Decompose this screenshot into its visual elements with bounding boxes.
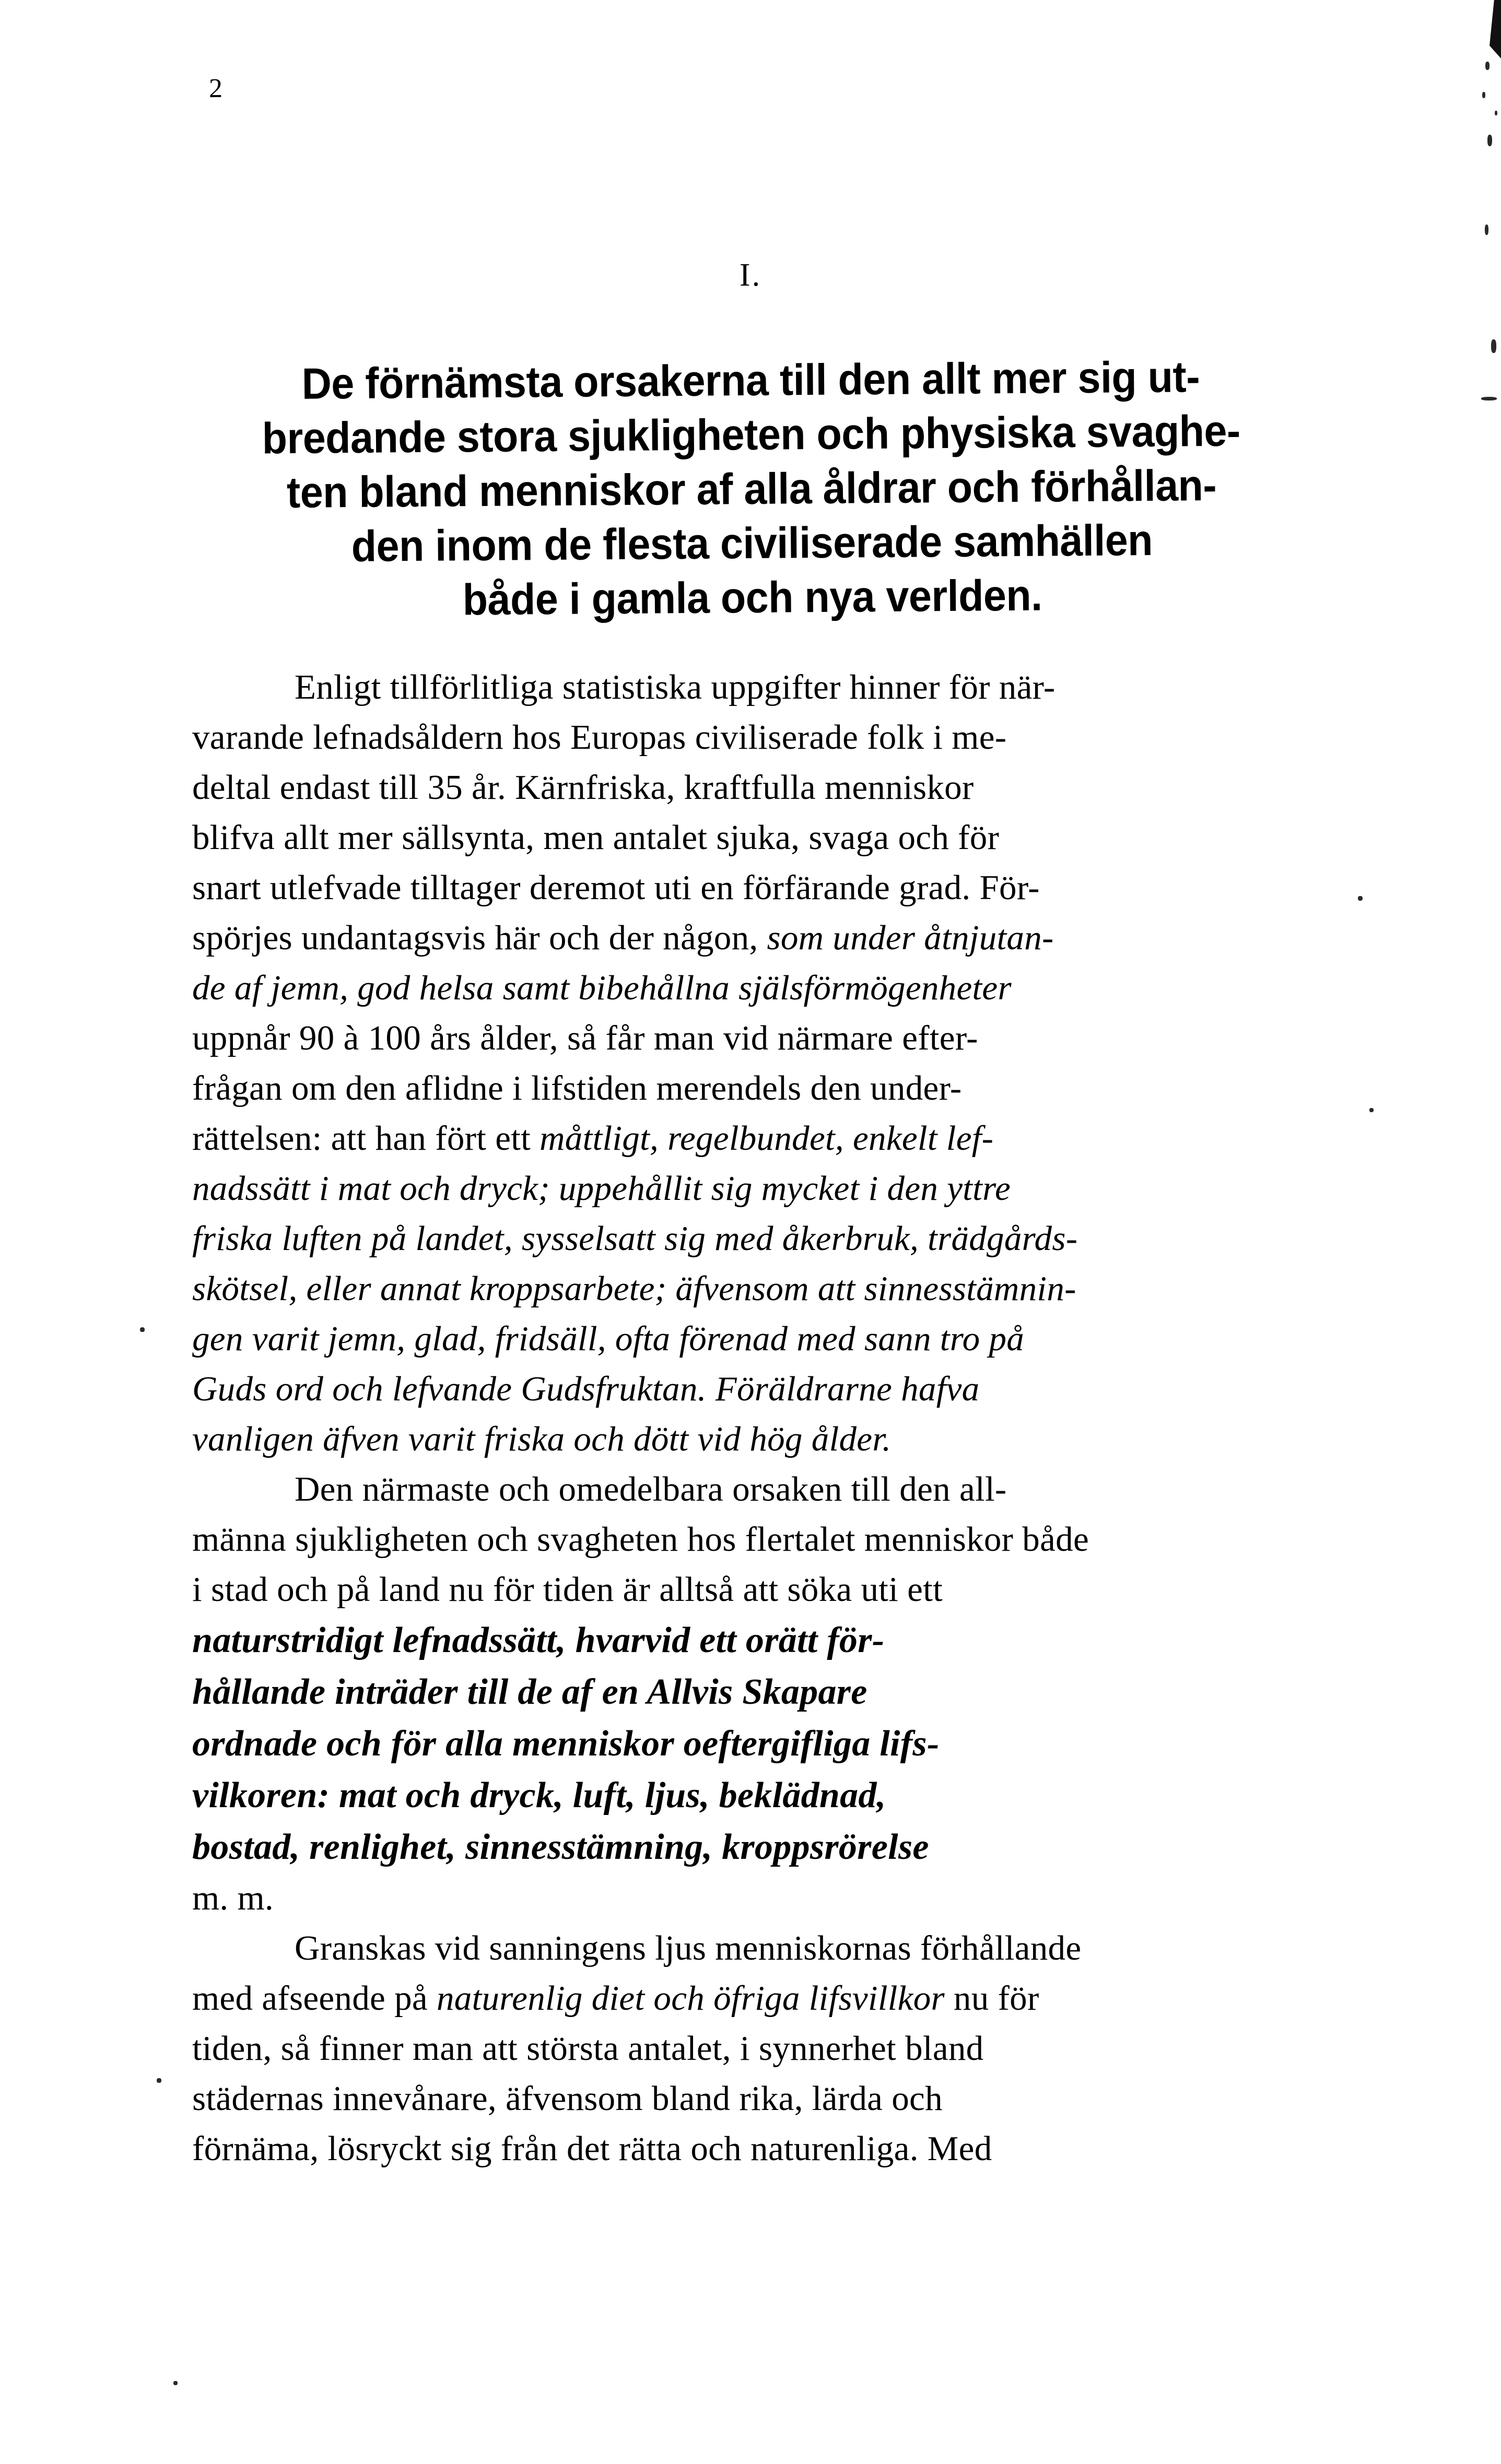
scan-speck xyxy=(173,2381,178,2385)
text-run: friska luften på landet, sysselsatt sig med åkerbruk, trädgårds- xyxy=(192,1219,1078,1258)
para-enligt xyxy=(192,662,1349,1464)
section-numeral: I. xyxy=(739,257,762,293)
text-line xyxy=(192,1873,1349,1923)
text-line xyxy=(192,1973,1349,2023)
text-run: naturenlig diet och öfriga lifsvillkor xyxy=(436,1979,945,2018)
text-run: städernas innevånare, äfvensom bland rika, lärda och xyxy=(192,2079,943,2118)
text-line xyxy=(192,712,1349,762)
text-run: de af jemn, god helsa samt bibehållna själsförmögenheter xyxy=(192,969,1012,1007)
para-granskas xyxy=(192,1923,1349,2174)
text-run: nu för xyxy=(944,1979,1039,2018)
title-line: både i gamla och nya verlden. xyxy=(462,570,1042,624)
text-run: uppnår 90 à 100 års ålder, så får man vid närmare efter- xyxy=(192,1019,978,1057)
text-line xyxy=(192,1614,1349,1666)
text-line xyxy=(192,662,1349,712)
text-run: i stad och på land nu för tiden är alltså att söka uti ett xyxy=(192,1570,943,1609)
text-line xyxy=(192,1718,1349,1770)
title-line: De förnämsta orsakerna till den allt mer sig ut- xyxy=(301,352,1200,409)
text-line xyxy=(192,2073,1349,2124)
text-run: männa sjukligheten och svagheten hos flertalet menniskor både xyxy=(192,1520,1089,1559)
text-line xyxy=(192,1666,1349,1718)
text-run: naturstridigt lefnadssätt, hvarvid ett orätt för- xyxy=(192,1620,885,1660)
text-line xyxy=(192,863,1349,913)
text-run xyxy=(707,1370,716,1408)
text-line xyxy=(192,1364,1349,1414)
text-run: frågan om den aflidne i lifstiden merendels den under- xyxy=(192,1069,962,1107)
text-run: deltal endast till 35 år. Kärnfriska, kraftfulla menniskor xyxy=(192,768,974,807)
text-line xyxy=(192,1564,1349,1614)
text-run: varande lefnadsåldern hos Europas civiliserade folk i me- xyxy=(192,718,1007,757)
text-line xyxy=(192,1213,1349,1264)
text-run: vilkoren: mat och dryck, luft, ljus, beklädnad, xyxy=(192,1775,886,1815)
text-run: rättelsen: att han fört ett xyxy=(192,1119,540,1158)
text-line xyxy=(192,1821,1349,1873)
title-line: bredande stora sjukligheten och physiska svaghe- xyxy=(262,406,1241,463)
title-line: ten bland menniskor af alla åldrar och förhållan- xyxy=(286,461,1217,517)
text-run: tiden, så finner man att största antalet, i synnerhet bland xyxy=(192,2029,984,2068)
page-title xyxy=(150,348,1353,629)
text-run: ordnade och för alla menniskor oeftergifliga lifs- xyxy=(192,1724,940,1764)
text-line xyxy=(192,2023,1349,2073)
text-run: med afseende på xyxy=(192,1979,437,2018)
text-run: hållande inträder till de af en Allvis Skapare xyxy=(192,1672,867,1712)
text-run: blifva allt mer sällsynta, men antalet sjuka, svaga och för xyxy=(192,818,1000,857)
title-line: den inom de flesta civiliserade samhällen xyxy=(351,515,1153,571)
text-run: Guds ord och lefvande Gudsfruktan. xyxy=(192,1370,707,1408)
text-line xyxy=(192,812,1349,863)
text-run: måttligt, regelbundet, enkelt lef- xyxy=(540,1119,994,1158)
text-run: bostad, renlighet, sinnesstämning, kroppsrörelse xyxy=(192,1827,929,1867)
scan-speck xyxy=(1485,225,1488,235)
text-run: Föräldrarne hafva xyxy=(715,1370,980,1408)
text-line xyxy=(192,762,1349,812)
text-line xyxy=(192,2124,1349,2174)
scan-speck xyxy=(1485,62,1490,70)
scan-speck xyxy=(140,1327,145,1332)
text-line xyxy=(192,1063,1349,1113)
text-run: förnäma, lösryckt sig från det rätta och naturenliga. Med xyxy=(192,2129,992,2168)
text-line xyxy=(192,1770,1349,1821)
text-line xyxy=(192,1264,1349,1314)
scan-speck xyxy=(1491,339,1496,353)
page-number: 2 xyxy=(208,73,224,104)
text-line xyxy=(192,1464,1349,1514)
text-run: skötsel, eller annat kroppsarbete; äfvensom att sinnesstämnin- xyxy=(192,1269,1076,1308)
text-line xyxy=(192,913,1349,963)
scan-speck xyxy=(157,2078,161,2083)
scan-speck xyxy=(1358,896,1363,901)
text-line xyxy=(192,1113,1349,1163)
text-run: m. m. xyxy=(192,1879,274,1917)
scan-speck xyxy=(1482,92,1485,98)
text-run: som under åtnjutan- xyxy=(767,918,1054,957)
text-line xyxy=(192,963,1349,1013)
para-den-narmaste xyxy=(192,1464,1349,1923)
text-line xyxy=(192,1923,1349,1973)
scan-speck xyxy=(1369,1108,1374,1112)
scan-edge-artifact xyxy=(1490,0,1501,58)
text-run: Enligt tillförlitliga statistiska uppgifter hinner för när- xyxy=(295,668,1056,706)
text-run: Den närmaste och omedelbara orsaken till den all- xyxy=(295,1470,1007,1508)
body-text-column xyxy=(192,662,1349,2174)
text-line xyxy=(192,1314,1349,1364)
text-run: spörjes undantagsvis här och der någon, xyxy=(192,918,767,957)
scan-speck xyxy=(1495,111,1497,115)
text-line xyxy=(192,1514,1349,1564)
scan-speck xyxy=(1487,135,1492,146)
text-run: snart utlefvade tilltager deremot uti en förfärande grad. För- xyxy=(192,868,1040,907)
text-line xyxy=(192,1163,1349,1213)
text-run: gen varit jemn, glad, fridsäll, ofta förenad med sann tro på xyxy=(192,1319,1025,1358)
scan-speck xyxy=(1481,397,1497,400)
text-line xyxy=(192,1414,1349,1464)
text-run: Granskas vid sanningens ljus menniskornas förhållande xyxy=(295,1929,1082,1967)
text-line xyxy=(192,1013,1349,1063)
text-run: nadssätt i mat och dryck; uppehållit sig mycket i den yttre xyxy=(192,1169,1011,1208)
text-run: vanligen äfven varit friska och dött vid hög ålder. xyxy=(192,1420,892,1458)
